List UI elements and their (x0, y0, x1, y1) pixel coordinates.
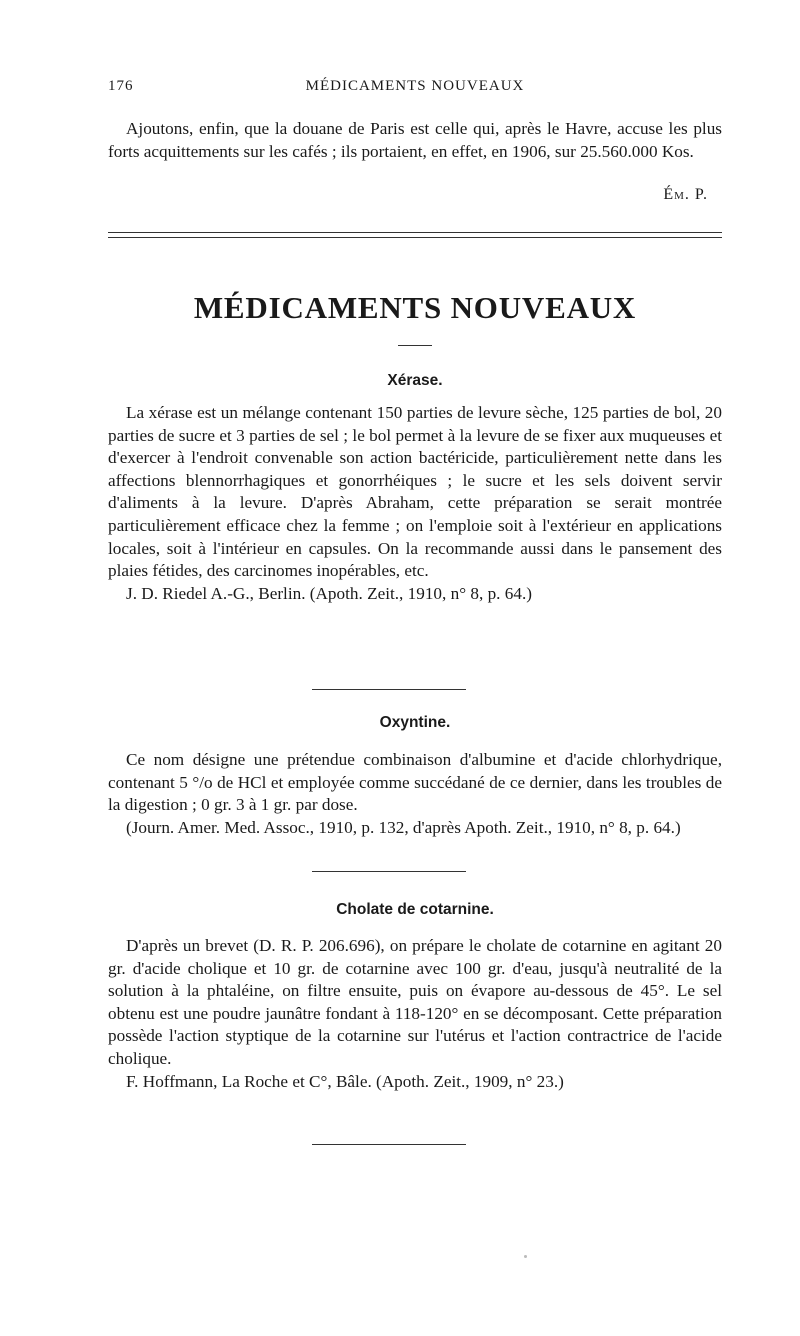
section-title-xerase: Xérase. (387, 372, 443, 389)
section-body-xerase (108, 402, 722, 605)
section-divider (312, 689, 466, 690)
double-rule-divider (108, 232, 722, 238)
main-title: MÉDICAMENTS NOUVEAUX (193, 290, 637, 325)
section-reference: (Journ. Amer. Med. Assoc., 1910, p. 132, d'après Apoth. Zeit., 1910, n° 8, p. 64.) (126, 817, 681, 837)
section-reference: F. Hoffmann, La Roche et C°, Bâle. (Apoth. Zeit., 1909, n° 23.) (126, 1071, 564, 1091)
section-divider (312, 871, 466, 872)
running-title: MÉDICAMENTS NOUVEAUX (305, 78, 525, 94)
section-paragraph: D'après un brevet (D. R. P. 206.696), on prépare le cholate de cotarnine en agitant 20 gr. d'acide cholique et 10 gr. de cotarnine avec 100 gr. d'eau, jusqu'à neutralité de la solution à la phtaléine, on filtre ensuite, puis on évapore au-dessous de 45°. Le sel obtenu est une poudre jaunâtre fondant à 118-120° en se décomposant. Cette préparation possède l'action styptique de la cotarnine sur l'utérus et l'action contractrice de l'acide cholique. (108, 936, 722, 1068)
page-header (108, 78, 722, 102)
paper-speck (524, 1255, 527, 1258)
page-number: 176 (108, 78, 134, 94)
intro-text: Ajoutons, enfin, que la douane de Paris est celle qui, après le Havre, accuse les plus forts acquittements sur les cafés ; ils portaient, en effet, en 1906, sur 25.560.000 Kos. (108, 119, 722, 161)
section-divider (312, 1144, 466, 1145)
section-body-oxyntine (108, 749, 722, 839)
section-paragraph: Ce nom désigne une prétendue combinaison d'albumine et d'acide chlorhydrique, contenant 5 °/o de HCl et employée comme succédané de ce dernier, dans les troubles de la digestion ; 0 gr. 3 à 1 gr. par dose. (108, 750, 722, 815)
intro-paragraph (108, 118, 722, 163)
section-paragraph: La xérase est un mélange contenant 150 parties de levure sèche, 125 parties de bol, 20 parties de sucre et 3 parties de sel ; le bol permet à la levure de se fixer aux muqueuses et d'exercer à l'endroit convenable son action bactéricide, particulièrement nette dans les affections blennorrhagiques et gonorrhéiques ; le sucre et les sels doivent servir d'aliments à la levure. D'après Abraham, cette préparation se serait montrée particulièrement efficace chez la femme ; on l'emploie soit à l'extérieur en applications locales, soit à l'intérieur en capsules. On la recommande aussi dans le pansement des plaies fétides, des carcinomes inopérables, etc. (108, 403, 722, 581)
title-rule (398, 345, 432, 346)
section-title-cholate: Cholate de cotarnine. (336, 901, 494, 918)
author-signature: Ém. P. (663, 186, 708, 203)
section-body-cholate (108, 935, 722, 1093)
section-reference: J. D. Riedel A.-G., Berlin. (Apoth. Zeit., 1910, n° 8, p. 64.) (126, 583, 532, 603)
section-title-oxyntine: Oxyntine. (379, 714, 451, 731)
